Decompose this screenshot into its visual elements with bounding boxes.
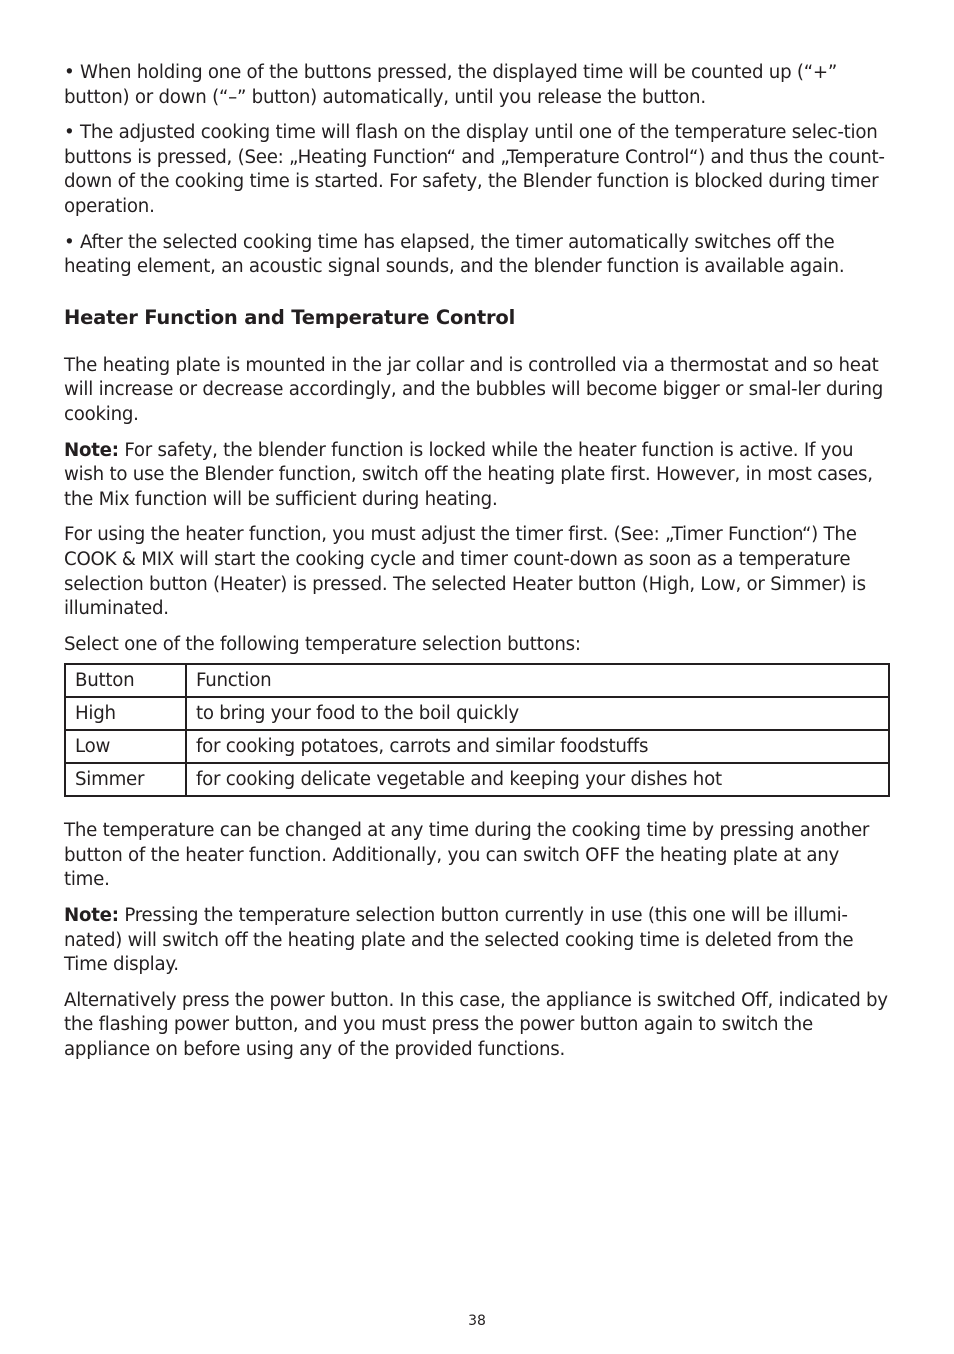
paragraph-using-heater: For using the heater function, you must adjust the timer first. (See: „Timer Function“) The COOK & MIX will start the cooking cycle and timer count-down as soon as a temperature selection button (Heater) is pressed. The selected Heater button (High, Low, or Simmer) is illuminated. [64,524,866,620]
table-cell-button: High [65,697,186,730]
note-text: For safety, the blender function is locked while the heater function is active. If you wish to use the Blender function, switch off the heating plate first. However, in most cases, the Mix function will be sufficient during heating. [64,439,873,510]
table-row [65,697,889,730]
page-number: 38 [468,1313,486,1329]
note-switch-off [64,904,890,978]
paragraph-power-button: Alternatively press the power button. In this case, the appliance is switched Off, indicated by the flashing power button, and you must press the power button again to switch the appliance on before using any of the provided functions. [64,989,888,1061]
table-row [65,763,889,796]
paragraph-heating-plate: The heating plate is mounted in the jar collar and is controlled via a thermostat and so heat will increase or decrease accordingly, and the bubbles will become bigger or smal-ler during cooking. [64,354,884,425]
table-cell-function: for cooking delicate vegetable and keeping your dishes hot [186,763,889,796]
bullet-counting: • When holding one of the buttons pressed, the displayed time will be counted up (“+” button) or down (“–” button) automatically, until you release the button. [64,62,838,108]
table-header-cell: Function [186,664,889,697]
table-intro: Select one of the following temperature selection buttons: [64,633,581,655]
table-cell-function: for cooking potatoes, carrots and similar foodstuffs [186,730,889,763]
table-header-cell: Button [65,664,186,697]
section-heading: Heater Function and Temperature Control [64,305,516,329]
bullet-flashing-time: • The adjusted cooking time will flash on the display until one of the temperature selec-tion buttons is pressed, (See: „Heating Function“ and „Temperature Control“) and thus the count-down of the cooking time is started. For safety, the Blender function is blocked during timer operation. [64,122,885,217]
table-cell-button: Low [65,730,186,763]
note-blender-locked [64,439,890,513]
note-label: Note: [64,905,119,927]
table-row [65,730,889,763]
paragraph-change-temperature: The temperature can be changed at any time during the cooking time by pressing another button of the heater function. Additionally, you can switch OFF the heating plate at any time. [64,820,870,891]
page-content [64,61,890,1063]
note-text: Pressing the temperature selection button currently in use (this one will be illumi-nated) will switch off the heating plate and the selected cooking time is deleted from the Time display. [64,905,854,976]
table-cell-function: to bring your food to the boil quickly [186,697,889,730]
table-header-row [65,664,889,697]
bullet-timer-elapsed: • After the selected cooking time has elapsed, the timer automatically switches off the heating element, an acoustic signal sounds, and the blender function is available again. [64,231,845,278]
temperature-buttons-table [64,663,890,797]
table-cell-button: Simmer [65,763,186,796]
note-label: Note: [64,439,119,461]
